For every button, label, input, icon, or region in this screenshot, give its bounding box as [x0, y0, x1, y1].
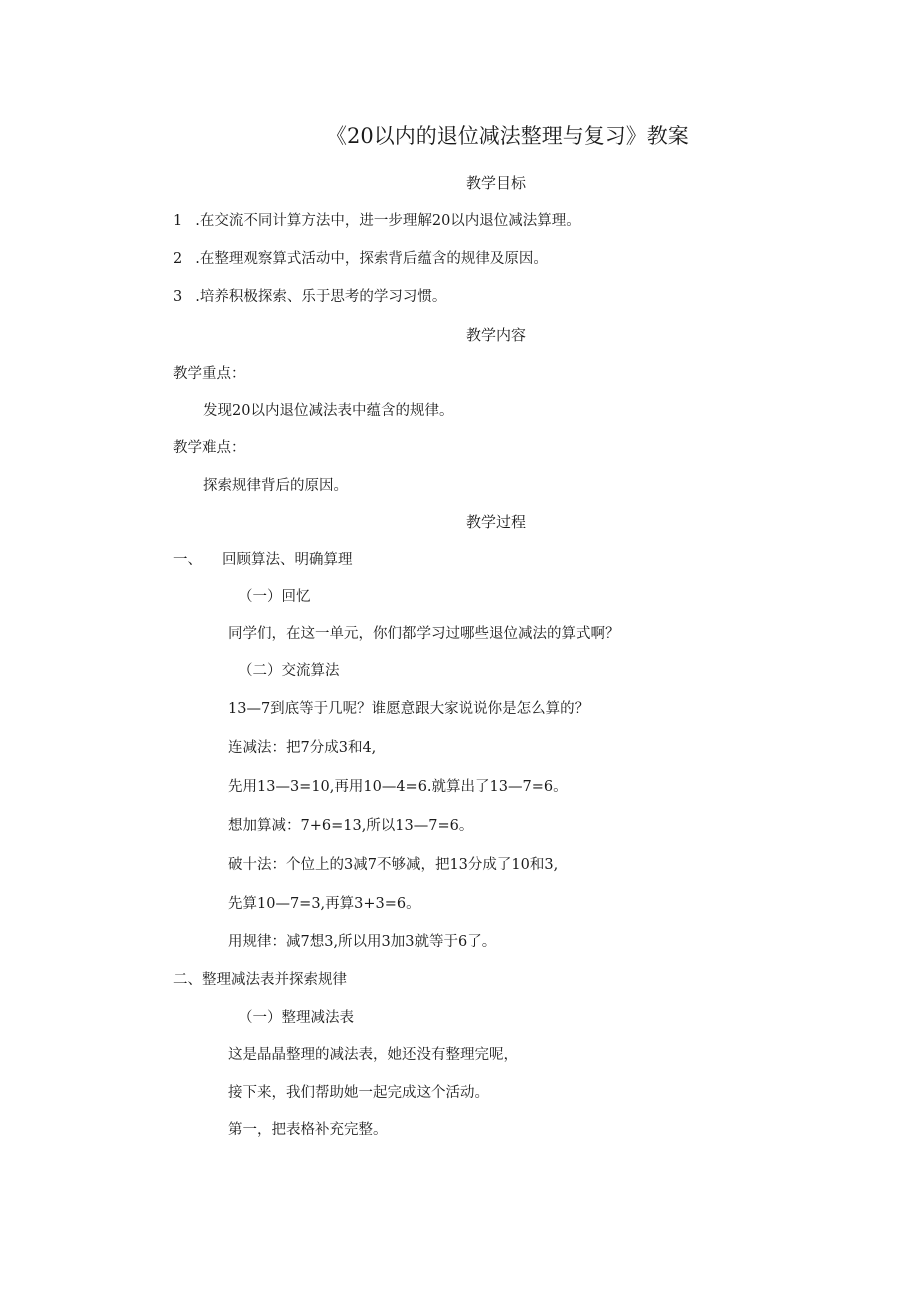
method-line: 破十法：个位上的3减7不够减，把13分成了10和3, [228, 857, 559, 873]
method-line: 想加算减：7+6=13,所以13—7=6。 [228, 818, 474, 834]
section2-line: 第一，把表格补充完整。 [228, 1122, 388, 1138]
subsection-recall: （一）回忆 [238, 589, 311, 605]
method-line: 先用13—3=10,再用10—4=6.就算出了13—7=6。 [228, 779, 568, 795]
recall-question: 同学们，在这一单元，你们都学习过哪些退位减法的算式啊？ [228, 626, 620, 642]
goal-item-2 [173, 252, 548, 267]
subsection-organize-table: （一）整理减法表 [238, 1010, 354, 1026]
method-line: 先算10—7=3,再算3+3=6。 [228, 896, 421, 912]
method-line: 13—7到底等于几呢？谁愿意跟大家说说你是怎么算的？ [228, 701, 590, 717]
section1-number: 一、 [173, 552, 202, 568]
difficulty-label: 教学难点： [173, 440, 246, 456]
method-line: 连减法：把7分成3和4, [228, 740, 377, 756]
method-line: 用规律：减7想3,所以用3加3就等于6了。 [228, 934, 497, 950]
goal-number: 3 [173, 289, 183, 305]
goal-item-3 [173, 290, 446, 305]
goal-text: .在交流不同计算方法中，进一步理解20以内退位减法算理。 [195, 213, 581, 229]
goal-number: 1 [173, 213, 183, 229]
process-heading: 教学过程 [466, 513, 527, 531]
section2-line: 接下来，我们帮助她一起完成这个活动。 [228, 1085, 489, 1101]
difficulty-text: 探索规律背后的原因。 [203, 478, 348, 494]
goal-text: .在整理观察算式活动中，探索背后蕴含的规律及原因。 [195, 251, 548, 267]
subsection-exchange-methods: （二）交流算法 [238, 663, 340, 679]
goal-item-1 [173, 214, 581, 229]
goal-text: .培养积极探索、乐于思考的学习习惯。 [195, 289, 447, 305]
content-heading: 教学内容 [466, 326, 527, 344]
goal-number: 2 [173, 251, 183, 267]
section2-title: 二、整理减法表并探索规律 [173, 972, 347, 988]
section1-title: 回顾算法、明确算理 [222, 552, 353, 568]
section2-line: 这是晶晶整理的减法表，她还没有整理完呢， [228, 1047, 518, 1063]
key-point-text: 发现20以内退位减法表中蕴含的规律。 [203, 403, 454, 419]
goals-heading: 教学目标 [466, 174, 527, 192]
key-point-label: 教学重点： [173, 366, 246, 382]
page-title: 《20以内的退位减法整理与复习》教案 [326, 124, 689, 148]
